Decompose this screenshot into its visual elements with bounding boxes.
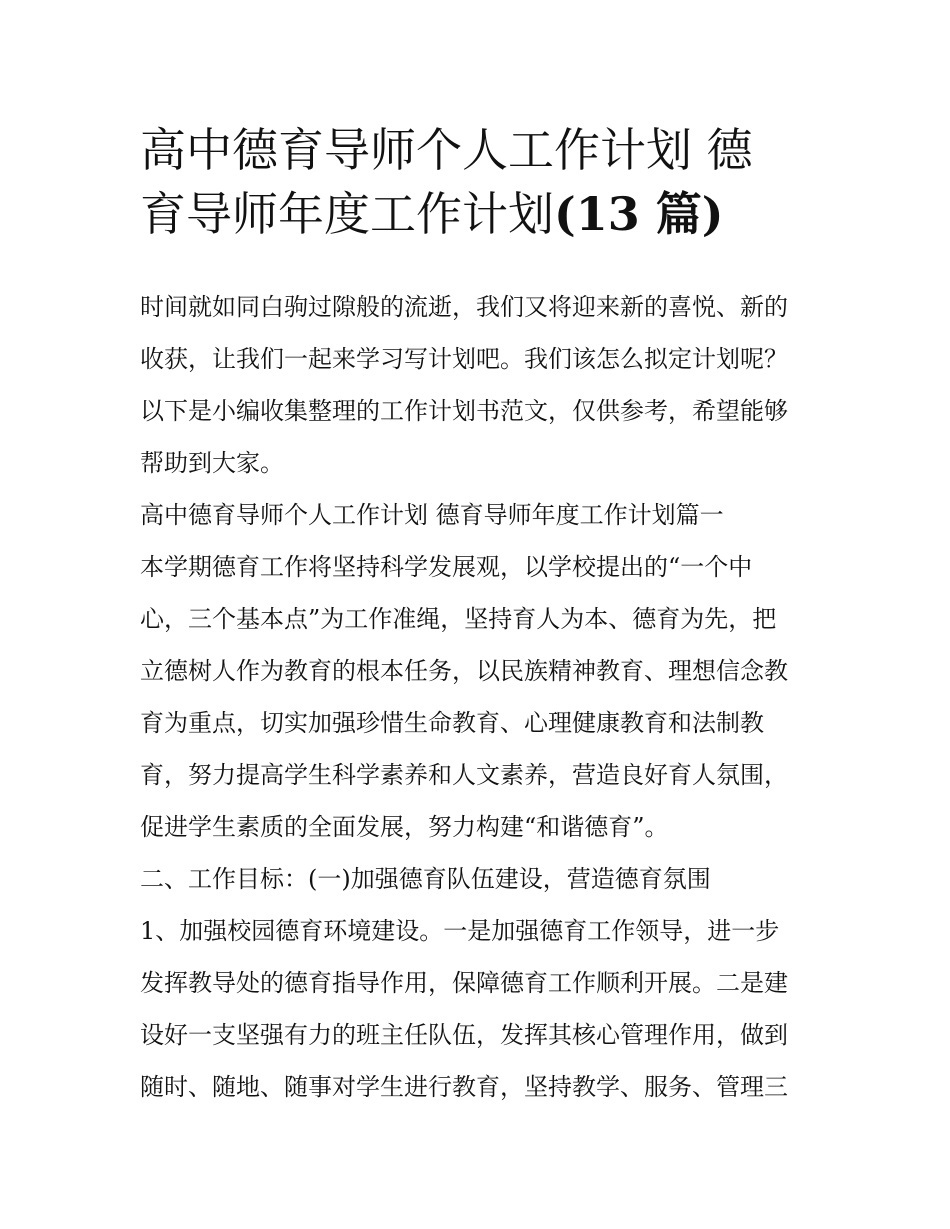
title-line-1: 高中德育导师个人工作计划 德 xyxy=(140,123,753,177)
document-body xyxy=(140,281,820,1113)
body-line: 立德树人作为教育的根本任务，以民族精神教育、理想信念教 xyxy=(140,657,788,685)
body-line: 帮助到大家。 xyxy=(140,449,284,477)
body-line: 以下是小编收集整理的工作计划书范文，仅供参考，希望能够 xyxy=(140,397,788,425)
body-line: 设好一支坚强有力的班主任队伍，发挥其核心管理作用，做到 xyxy=(140,1021,788,1049)
title-count: (13 篇) xyxy=(554,187,724,241)
document-title xyxy=(140,118,820,246)
title-line-2-text: 育导师年度工作计划 xyxy=(140,187,554,241)
body-line: 发挥教导处的德育指导作用，保障德育工作顺利开展。二是建 xyxy=(140,969,788,997)
body-line: 促进学生素质的全面发展，努力构建“和谐德育”。 xyxy=(140,813,669,841)
subsection-heading: 二、工作目标：(一)加强德育队伍建设，营造德育氛围 xyxy=(140,865,711,893)
body-line: 随时、随地、随事对学生进行教育，坚持教学、服务、管理三 xyxy=(140,1073,788,1101)
section-heading: 高中德育导师个人工作计划 德育导师年度工作计划篇一 xyxy=(140,501,724,529)
title-line-2 xyxy=(140,182,820,246)
body-line: 心，三个基本点”为工作准绳，坚持育人为本、德育为先，把 xyxy=(140,605,777,633)
body-line: 收获，让我们一起来学习写计划吧。我们该怎么拟定计划呢？ xyxy=(140,345,788,373)
body-line: 育为重点，切实加强珍惜生命教育、心理健康教育和法制教 xyxy=(140,709,764,737)
body-line: 时间就如同白驹过隙般的流逝，我们又将迎来新的喜悦、新的 xyxy=(140,293,788,321)
body-line: 1、加强校园德育环境建设。一是加强德育工作领导，进一步 xyxy=(140,917,780,945)
body-line: 育，努力提高学生科学素养和人文素养，营造良好育人氛围， xyxy=(140,761,788,789)
body-line: 本学期德育工作将坚持科学发展观，以学校提出的“一个中 xyxy=(140,553,753,581)
